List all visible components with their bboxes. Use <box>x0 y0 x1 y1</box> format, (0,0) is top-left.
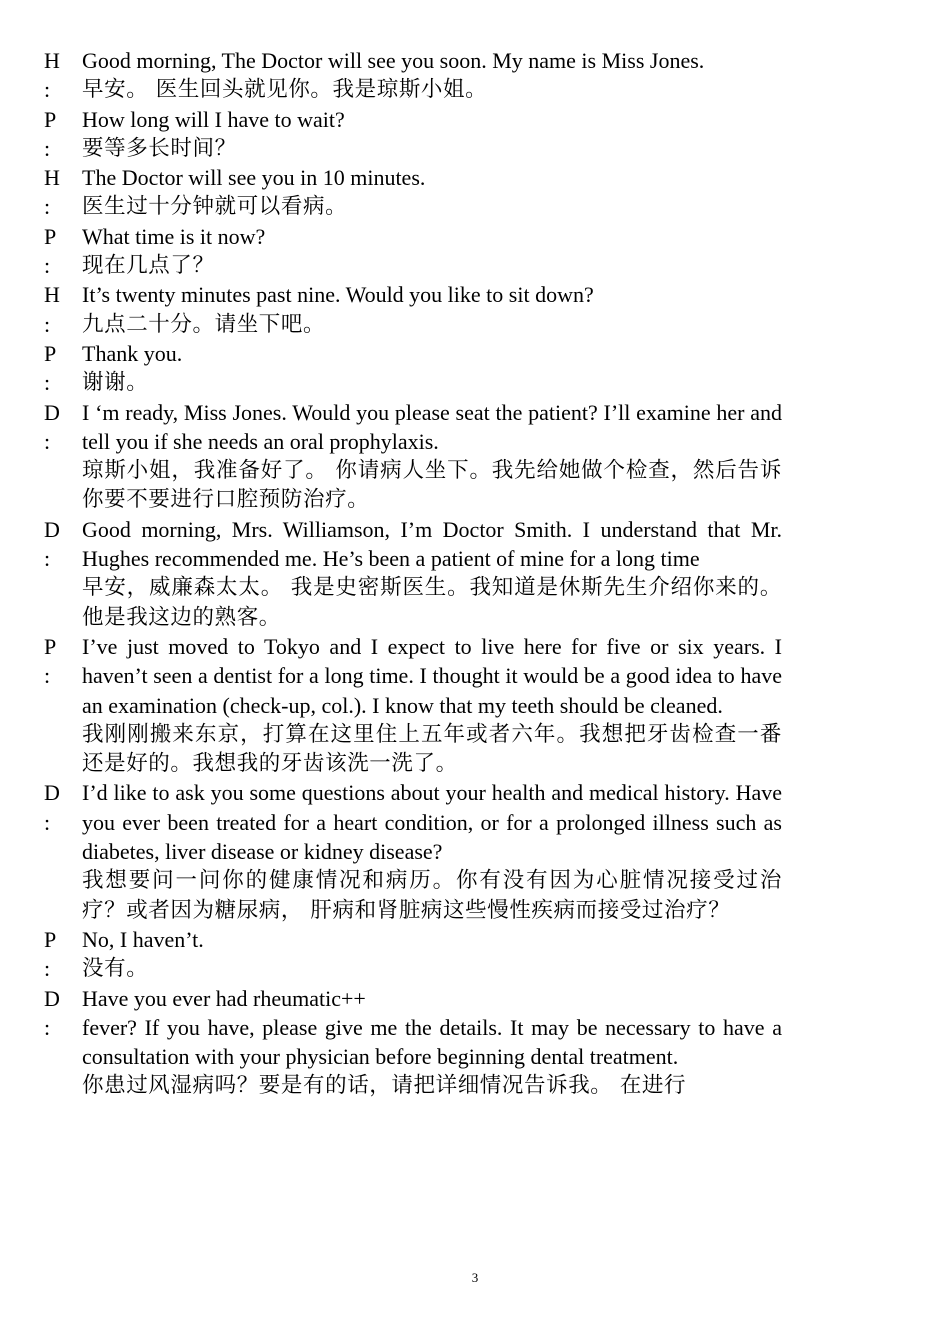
english-text: Good morning, Mrs. Williamson, I’m Doctor Smith. I understand that Mr. Hughes recommended me. He’s been a patient of mine for a long time <box>82 516 782 572</box>
dialogue-entry <box>44 632 784 778</box>
chinese-text: 早安。 医生回头就见你。我是琼斯小姐。 <box>82 77 488 103</box>
dialogue-entry <box>44 398 784 515</box>
dialogue-entry <box>44 46 784 105</box>
dialogue-entry <box>44 222 784 281</box>
english-text: The Doctor will see you in 10 minutes. <box>82 165 426 191</box>
speaker-label: P : <box>44 633 57 689</box>
chinese-text: 早安，威廉森太太。 我是史密斯医生。我知道是休斯先生介绍你来的。他是我这边的熟客。 <box>82 575 782 630</box>
english-text: No, I haven’t. <box>82 926 204 952</box>
dialogue-entry <box>44 515 784 632</box>
speaker-label: P : <box>44 926 57 982</box>
english-text: Thank you. <box>82 340 183 366</box>
speaker-label: H : <box>44 165 60 220</box>
speaker-label: D : <box>44 399 60 454</box>
speaker-label: H : <box>44 48 60 103</box>
chinese-text: 我想要问一问你的健康情况和病历。你有没有因为心脏情况接受过治疗？或者因为糖尿病， 肝病和肾脏病这些慢性疾病而接受过治疗？ <box>82 868 782 923</box>
english-text: Good morning, The Doctor will see you soon. My name is Miss Jones. <box>82 48 705 73</box>
english-text: How long will I have to wait? <box>82 106 345 132</box>
english-text: It’s twenty minutes past nine. Would you like to sit down? <box>82 282 594 308</box>
dialogue-entry <box>44 925 784 984</box>
dialogue-entry <box>44 339 784 398</box>
dialogue-page <box>44 46 784 1101</box>
speaker-label: D : <box>44 780 60 835</box>
speaker-label: H : <box>44 282 60 337</box>
english-text: I’ve just moved to Tokyo and I expect to live here for five or six years. I haven’t seen a dentist for a long time. I thought it would be a good idea to have an examination (check-up, col.). I know that my teeth should be cleaned. <box>82 633 782 718</box>
dialogue-entry <box>44 778 784 924</box>
chinese-text: 没有。 <box>82 956 149 982</box>
dialogue-entry <box>44 105 784 164</box>
speaker-label: P : <box>44 106 57 161</box>
english-text: What time is it now? <box>82 223 266 249</box>
english-text: Have you ever had rheumatic++ fever? If you have, please give me the details. It may be necessary to have a consultation with your physician before beginning dental treatment. <box>82 985 782 1070</box>
speaker-label: D : <box>44 985 60 1040</box>
speaker-label: P : <box>44 340 57 396</box>
dialogue-entry <box>44 280 784 339</box>
chinese-text: 要等多长时间？ <box>82 135 237 161</box>
chinese-text: 现在几点了？ <box>82 253 215 279</box>
english-text: I’d like to ask you some questions about your health and medical history. Have you ever been treated for a heart condition, or for a prolonged illness such as diabetes, liver disease or kidney disease? <box>82 780 782 865</box>
page-number: 3 <box>471 1270 479 1285</box>
dialogue-entry <box>44 984 784 1101</box>
speaker-label: D : <box>44 516 60 572</box>
dialogue-entry <box>44 163 784 222</box>
english-text: I ‘m ready, Miss Jones. Would you please seat the patient? I’ll examine her and tell you if she needs an oral prophylaxis. <box>82 399 782 454</box>
chinese-text: 我刚刚搬来东京，打算在这里住上五年或者六年。我想把牙齿检查一番还是好的。我想我的牙齿该洗一洗了。 <box>82 721 782 777</box>
chinese-text: 你患过风湿病吗？要是有的话，请把详细情况告诉我。 在进行 <box>82 1073 687 1099</box>
chinese-text: 谢谢。 <box>82 370 149 396</box>
chinese-text: 医生过十分钟就可以看病。 <box>82 194 348 220</box>
chinese-text: 琼斯小姐，我准备好了。 你请病人坐下。我先给她做个检查，然后告诉你要不要进行口腔预防治疗。 <box>82 458 782 513</box>
speaker-label: P : <box>44 223 57 279</box>
chinese-text: 九点二十分。请坐下吧。 <box>82 311 326 337</box>
